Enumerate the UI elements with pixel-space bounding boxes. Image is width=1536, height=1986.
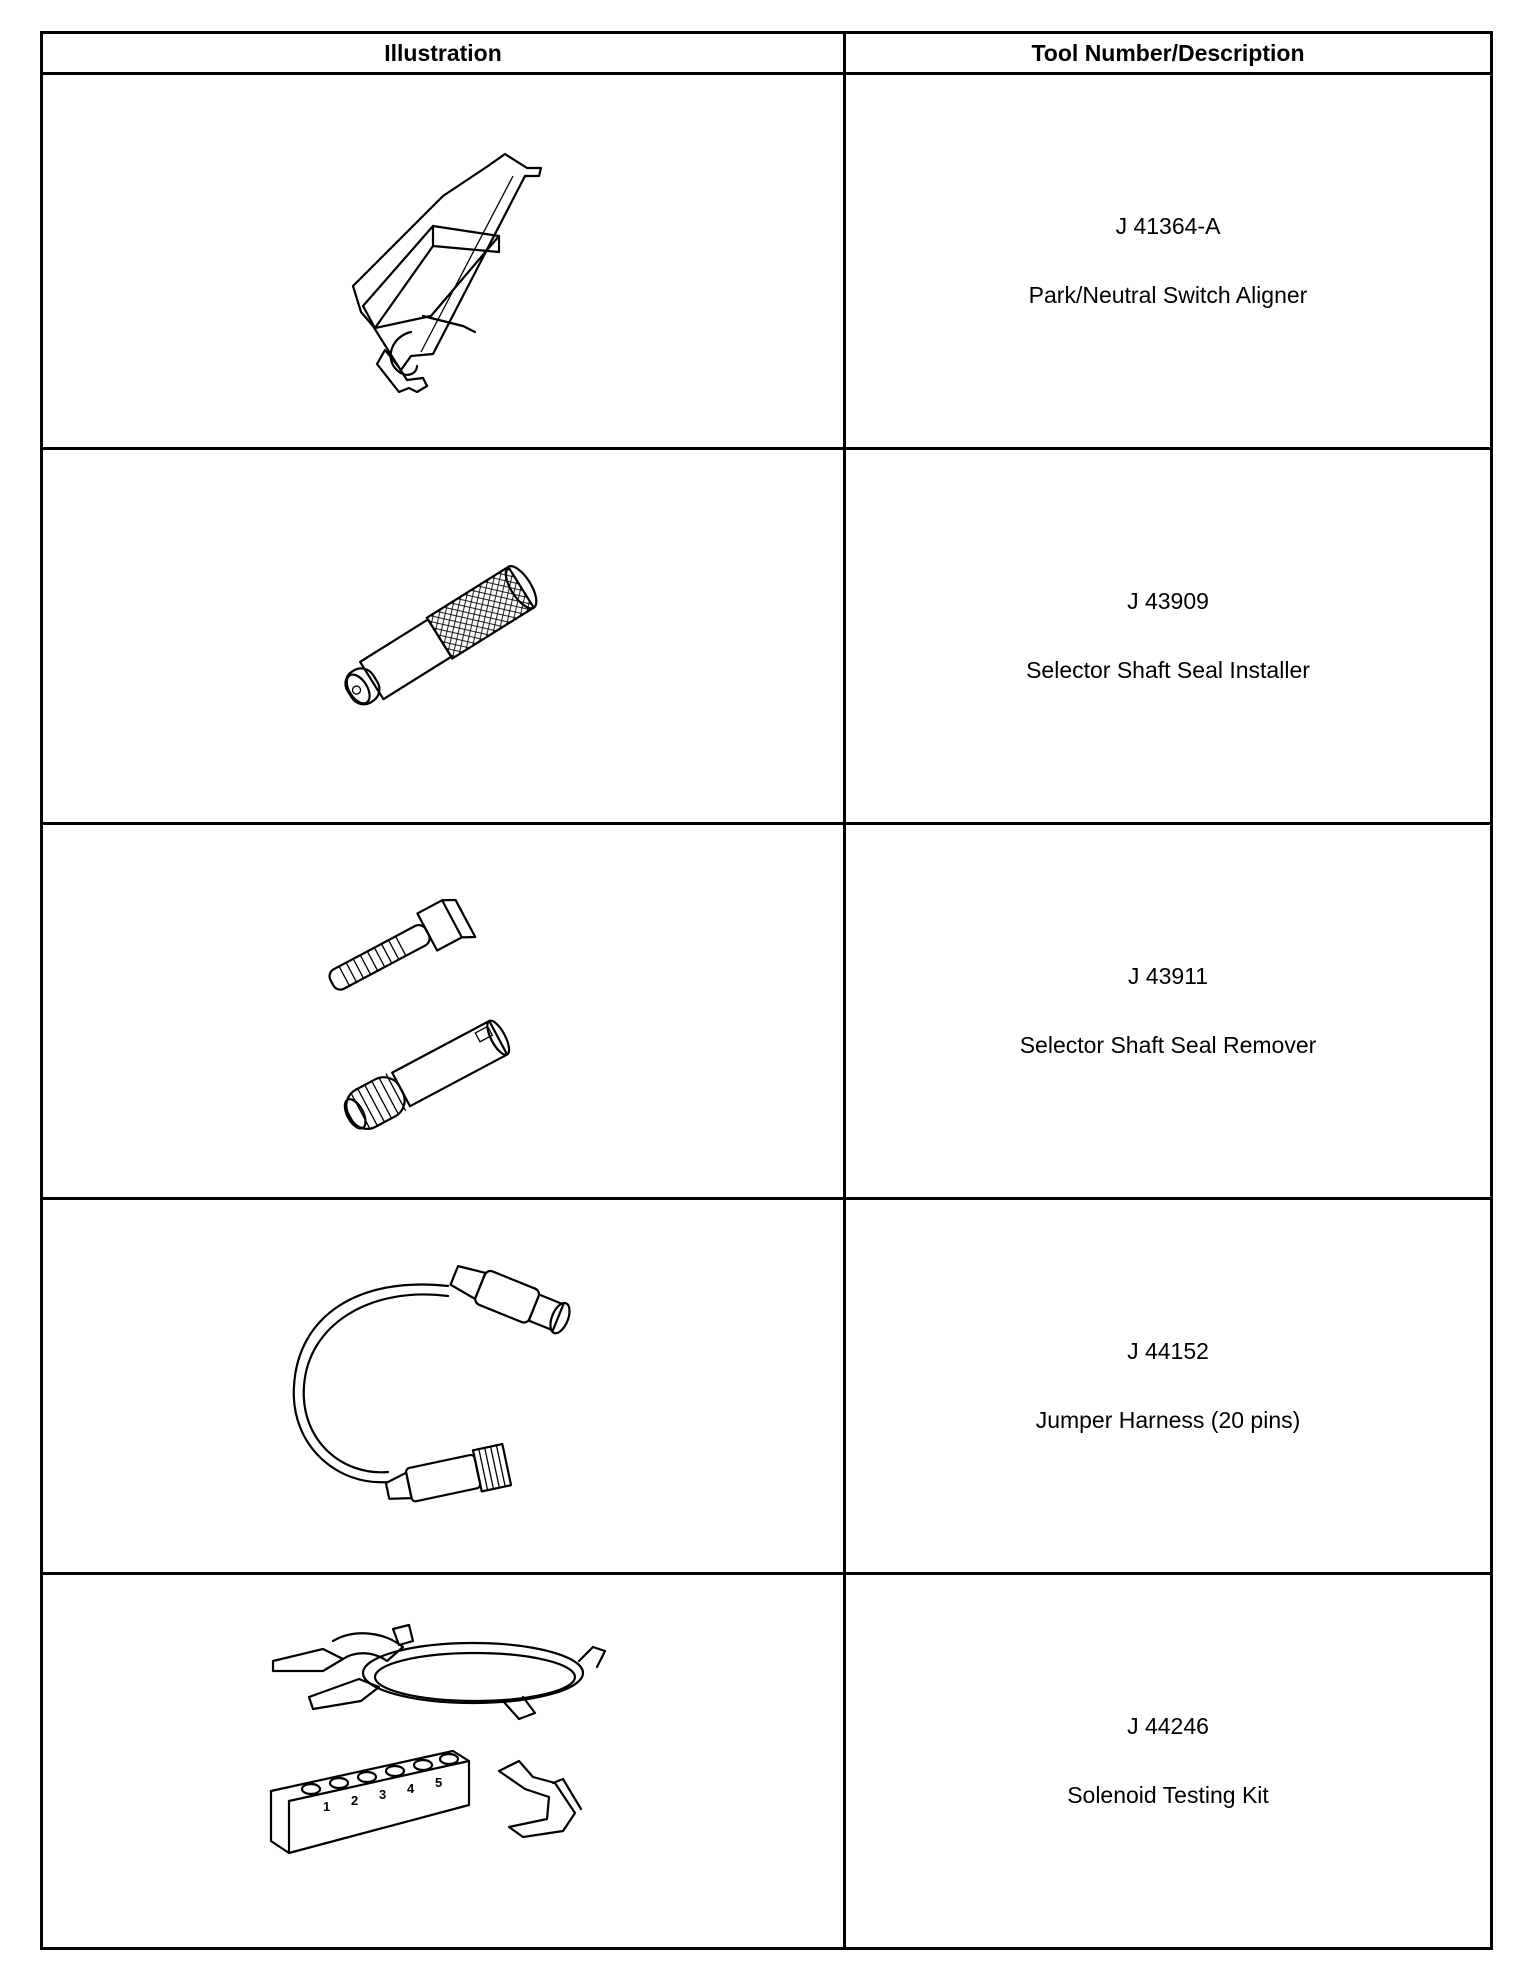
table-row [42, 1199, 1492, 1574]
selector-shaft-seal-installer-illustration [313, 546, 573, 726]
tool-description-cell [845, 1199, 1492, 1574]
table-row [42, 824, 1492, 1199]
sleeve-part-icon [338, 1016, 514, 1136]
header-illustration: Illustration [42, 33, 845, 74]
solenoid-test-block-icon [271, 1751, 469, 1853]
table-row [42, 449, 1492, 824]
block-label-5: 5 [435, 1775, 443, 1790]
illustration-cell [42, 449, 845, 824]
block-label-1: 1 [323, 1799, 331, 1814]
header-tool-number: Tool Number/Description [845, 33, 1492, 74]
illustration-cell [42, 1199, 845, 1574]
table-row [42, 74, 1492, 449]
bracket-part-icon [499, 1761, 581, 1837]
special-tools-table [40, 31, 1493, 1950]
tool-description: Jumper Harness (20 pins) [1035, 1407, 1301, 1433]
block-label-2: 2 [351, 1793, 359, 1808]
table-row [42, 1574, 1492, 1949]
tool-number: J 41364-A [1115, 213, 1221, 239]
block-label-3: 3 [379, 1787, 387, 1802]
tool-number: J 43911 [1127, 963, 1209, 989]
tool-description-cell [845, 449, 1492, 824]
tool-description: Selector Shaft Seal Remover [1019, 1032, 1317, 1058]
tool-description: Park/Neutral Switch Aligner [1028, 282, 1308, 308]
park-neutral-switch-aligner-illustration [313, 116, 573, 406]
alligator-clip-icon [273, 1625, 413, 1709]
table-header-row [42, 33, 1492, 74]
solenoid-testing-kit-illustration [263, 1601, 623, 1921]
illustration-cell [42, 824, 845, 1199]
bolt-part-icon [323, 895, 475, 1007]
illustration-cell [42, 1574, 845, 1949]
jumper-harness-illustration [278, 1256, 608, 1516]
block-label-4: 4 [407, 1781, 415, 1796]
tool-description: Selector Shaft Seal Installer [1026, 657, 1310, 683]
tool-number: J 44246 [1127, 1713, 1209, 1739]
tool-description-cell [845, 1574, 1492, 1949]
tool-description-cell [845, 824, 1492, 1199]
tool-number: J 43909 [1127, 588, 1209, 614]
selector-shaft-seal-remover-illustration [323, 886, 563, 1136]
tool-description: Solenoid Testing Kit [1067, 1782, 1269, 1808]
tool-number: J 44152 [1127, 1338, 1209, 1364]
tool-description-cell [845, 74, 1492, 449]
illustration-cell [42, 74, 845, 449]
